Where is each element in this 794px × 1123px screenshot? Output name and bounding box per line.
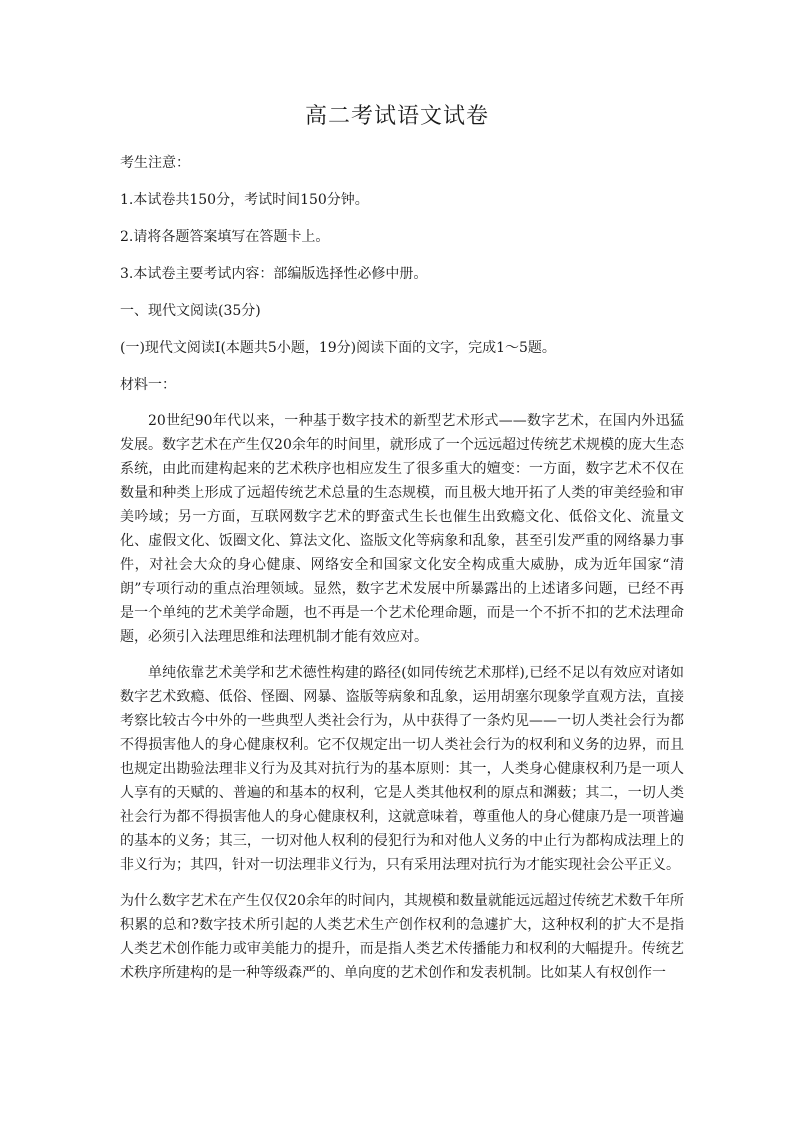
subsection-heading: (一)现代文阅读Ⅰ(本题共5小题，19分)阅读下面的文字，完成1～5题。 bbox=[120, 340, 556, 356]
paragraph-3: 为什么数字艺术在产生仅仅20余年的时间内，其规模和数量就能远远超过传统艺术数千年所积累的总和?数字技术所引起的人类艺术生产创作权利的急遽扩大，这种权利的扩大不是指人类艺术创作能力或审美能力的提升，而是指人类艺术传播能力和权利的大幅提升。传统艺术秩序所建构的是一种等级森严的、单向度的艺术创作和发表机制。比如某人有权创作一 bbox=[120, 893, 684, 981]
notice-heading: 考生注意： bbox=[120, 155, 190, 171]
exam-content bbox=[120, 151, 684, 985]
material-label: 材料一： bbox=[120, 377, 176, 393]
section-heading: 一、现代文阅读(35分) bbox=[120, 303, 261, 319]
exam-title: 高二考试语文试卷 bbox=[304, 104, 489, 129]
paragraph-2: 单纯依靠艺术美学和艺术德性构建的路径(如同传统艺术那样),已经不足以有效应对诸如数字艺术致瘾、低俗、怪圈、网暴、盗版等病象和乱象，运用胡塞尔现象学直观方法，直接考察比较古今中外的一些典型人类社会行为，从中获得了一条灼见——一切人类社会行为都不得损害他人的身心健康权利。它不仅规定出一切人类社会行为的权利和义务的边界，而且也规定出勘验法理非义行为及其对抗行为的基本原则：其一，人类身心健康权利乃是一项人人享有的天赋的、普遍的和基本的权利，它是人类其他权利的原点和渊薮；其二，一切人类社会行为都不得损害他人的身心健康权利，这就意味着，尊重他人的身心健康乃是一项普遍的基本的义务；其三，一切对他人权利的侵犯行为和对他人义务的中止行为都构成法理上的非义行为；其四，针对一切法理非义行为，只有采用法理对抗行为才能实现社会公平正义。 bbox=[120, 665, 684, 873]
notice-item-2: 2.请将各题答案填写在答题卡上。 bbox=[120, 229, 330, 245]
notice-item-3: 3.本试卷主要考试内容：部编版选择性必修中册。 bbox=[120, 266, 428, 282]
notice-item-1: 1.本试卷共150分，考试时间150分钟。 bbox=[120, 192, 369, 208]
paragraph-1: 20世纪90年代以来，一种基于数字技术的新型艺术形式——数字艺术，在国内外迅猛发展。数字艺术在产生仅20余年的时间里，就形成了一个远远超过传统艺术规模的庞大生态系统，由此而建构起来的艺术秩序也相应发生了很多重大的嬗变：一方面，数字艺术不仅在数量和种类上形成了远超传统艺术总量的生态规模，而且极大地开拓了人类的审美经验和审美吟域；另一方面，互联网数字艺术的野蛮式生长也催生出致瘾文化、低俗文化、流量文化、虚假文化、饭圈文化、算法文化、盗版文化等病象和乱象，甚至引发严重的网络暴力事件，对社会大众的身心健康、网络安全和国家文化安全构成重大威胁，成为近年国家“清朗”专项行动的重点治理领域。显然，数字艺术发展中所暴露出的上述诸多问题，已经不再是一个单纯的艺术美学命题，也不再是一个艺术伦理命题，而是一个不折不扣的艺术法理命题，必须引入法理思维和法理机制才能有效应对。 bbox=[120, 413, 684, 645]
